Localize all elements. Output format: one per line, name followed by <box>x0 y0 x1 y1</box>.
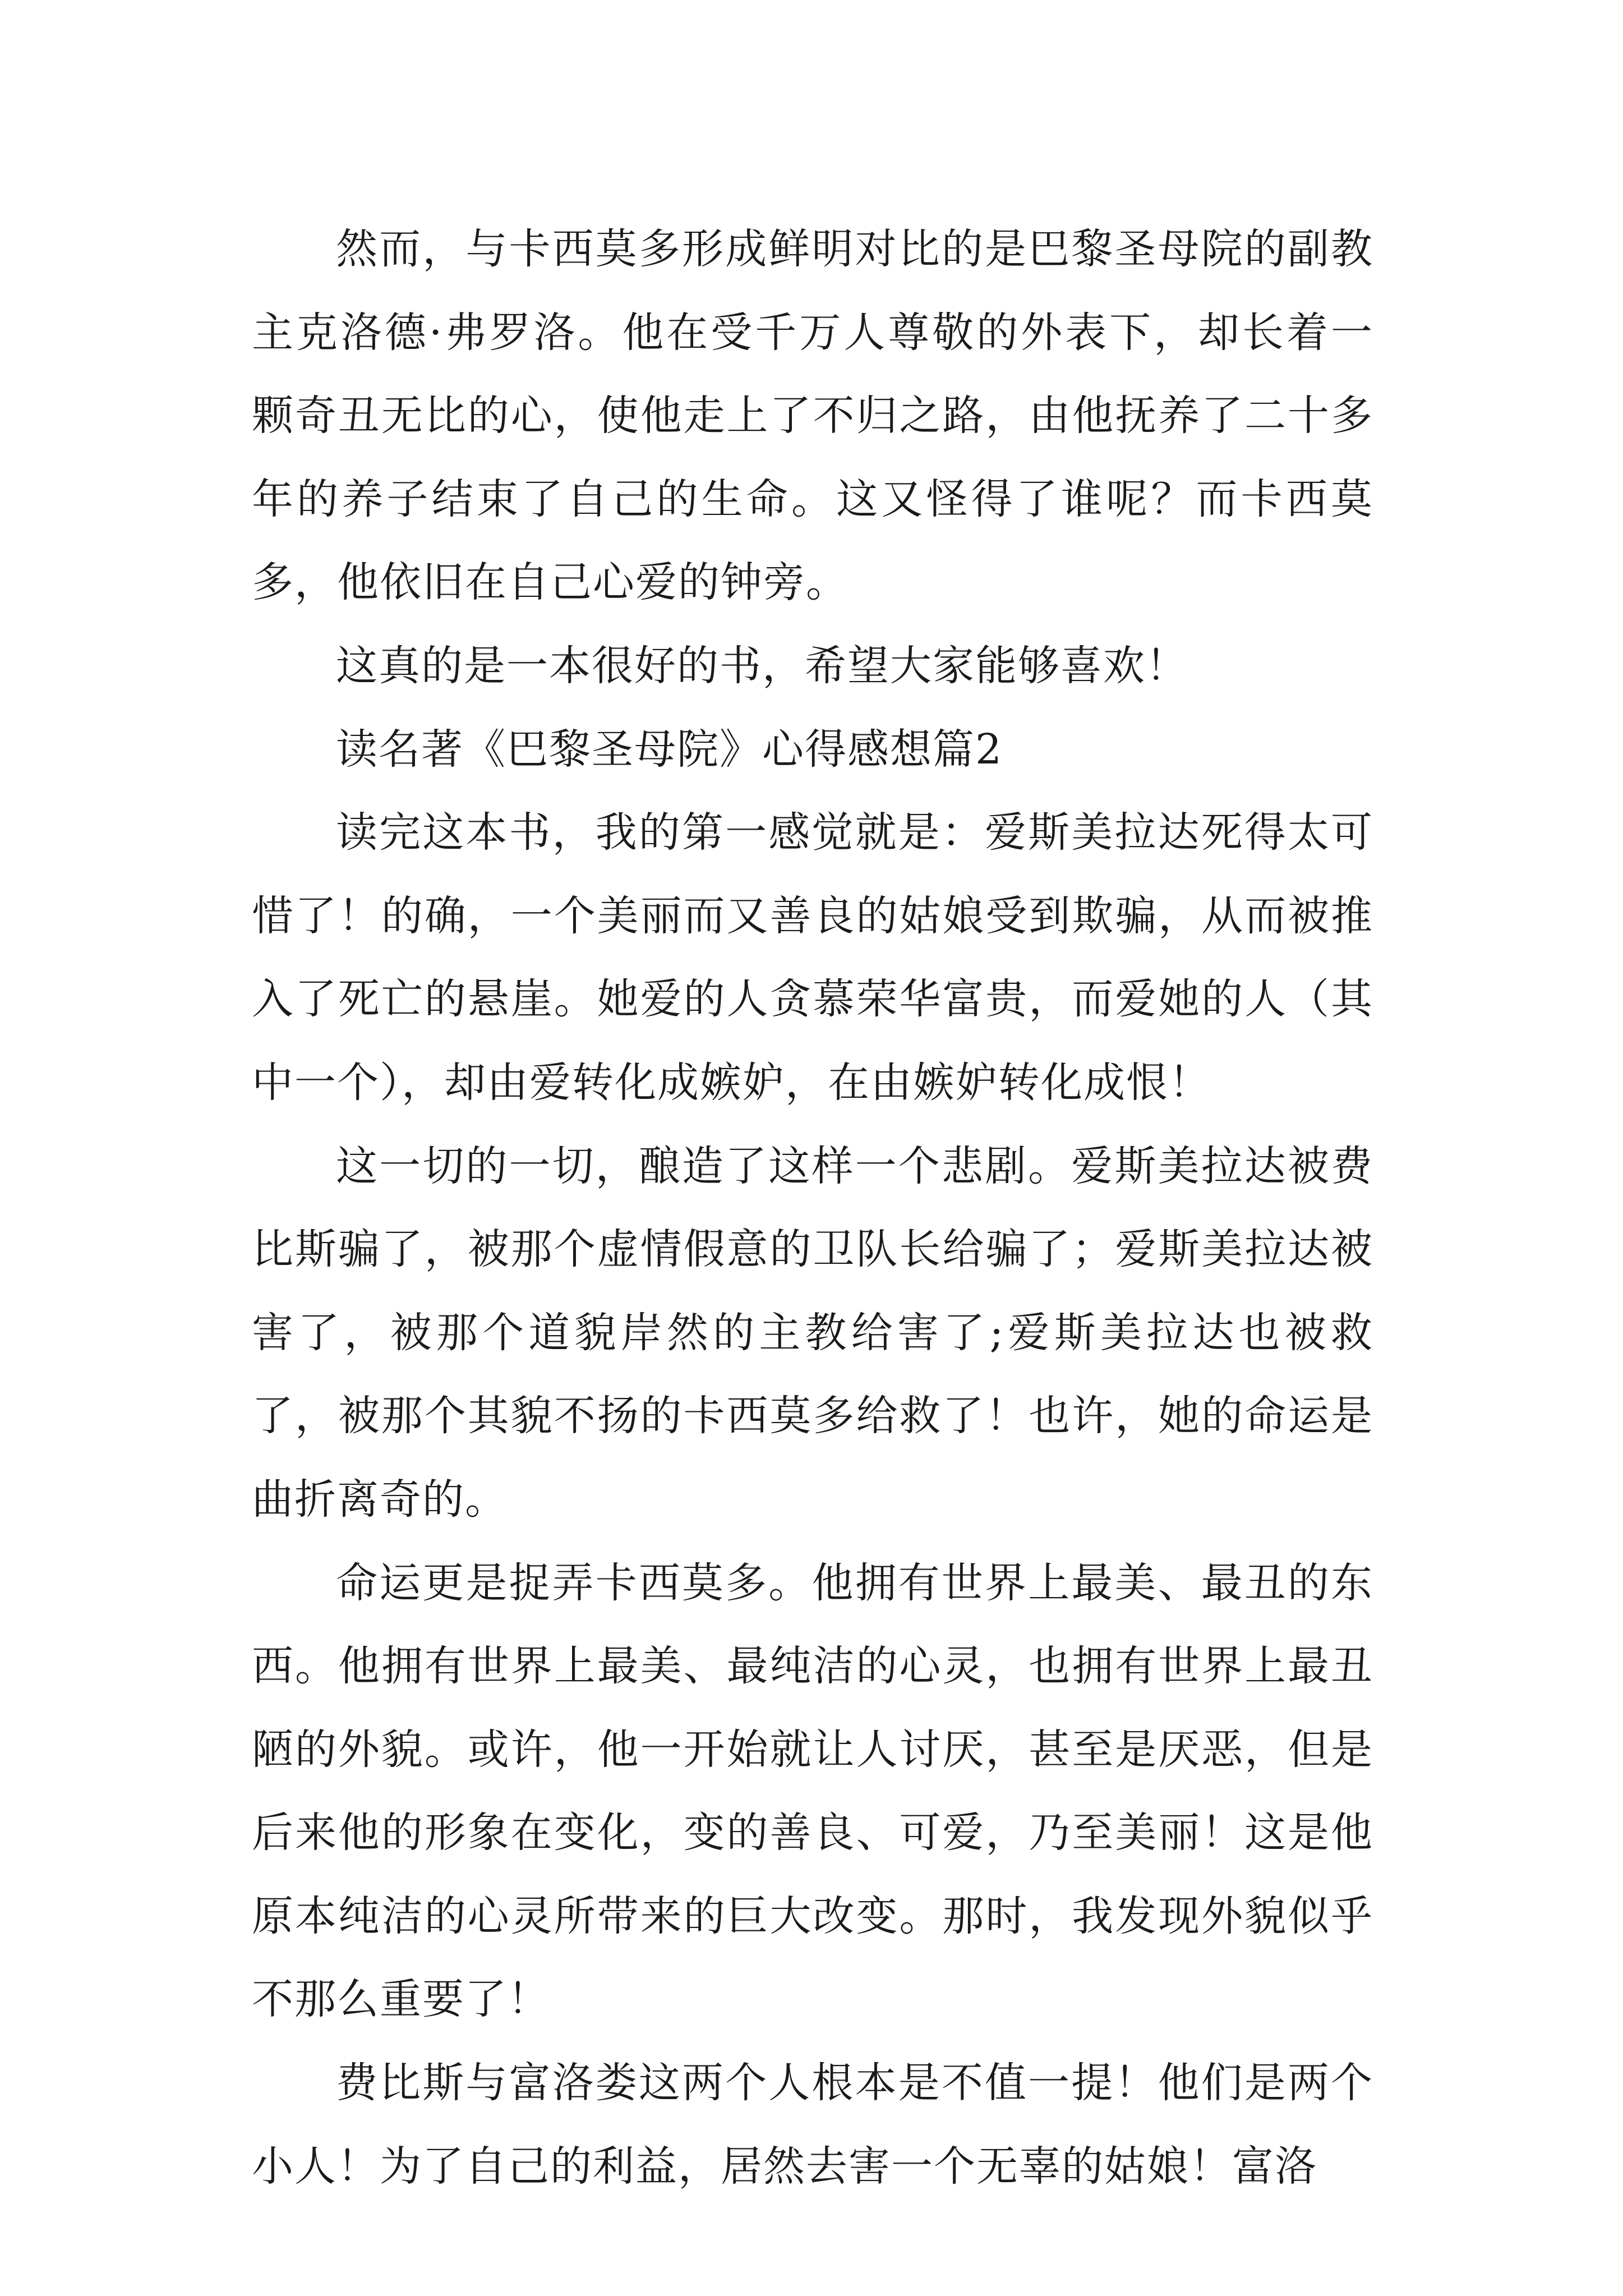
paragraph-3: 读完这本书，我的第一感觉就是：爱斯美拉达死得太可惜了！的确，一个美丽而又善良的姑娘受到欺骗，从而被推入了死亡的悬崖。她爱的人贪慕荣华富贵，而爱她的人（其中一个），却由爱转化成嫉妒，在由嫉妒转化成恨！ <box>252 808 1373 1107</box>
section-heading: 读名著《巴黎圣母院》心得感想篇2 <box>336 725 1003 774</box>
paragraph-6: 费比斯与富洛娄这两个人根本是不值一提！他们是两个小人！为了自己的利益，居然去害一个无辜的姑娘！富洛 <box>252 2059 1373 2191</box>
paragraph-1: 然而，与卡西莫多形成鲜明对比的是巴黎圣母院的副教主克洛德·弗罗洛。他在受千万人尊敬的外表下，却长着一颗奇丑无比的心，使他走上了不归之路，由他抚养了二十多年的养子结束了自己的生命。这又怪得了谁呢？而卡西莫多，他依旧在自己心爱的钟旁。 <box>252 225 1373 607</box>
document-body <box>252 208 1373 2208</box>
paragraph-5: 命运更是捉弄卡西莫多。他拥有世界上最美、最丑的东西。他拥有世界上最美、最纯洁的心灵，也拥有世界上最丑陋的外貌。或许，他一开始就让人讨厌，甚至是厌恶，但是后来他的形象在变化，变的善良、可爱，乃至美丽！这是他原本纯洁的心灵所带来的巨大改变。那时，我发现外貌似乎不那么重要了！ <box>252 1558 1373 2024</box>
paragraph-4: 这一切的一切，酿造了这样一个悲剧。爱斯美拉达被费比斯骗了，被那个虚情假意的卫队长给骗了；爱斯美拉达被害了，被那个道貌岸然的主教给害了;爱斯美拉达也被救了，被那个其貌不扬的卡西莫多给救了！也许，她的命运是曲折离奇的。 <box>252 1142 1373 1524</box>
paragraph-2: 这真的是一本很好的书，希望大家能够喜欢！ <box>336 641 1188 690</box>
